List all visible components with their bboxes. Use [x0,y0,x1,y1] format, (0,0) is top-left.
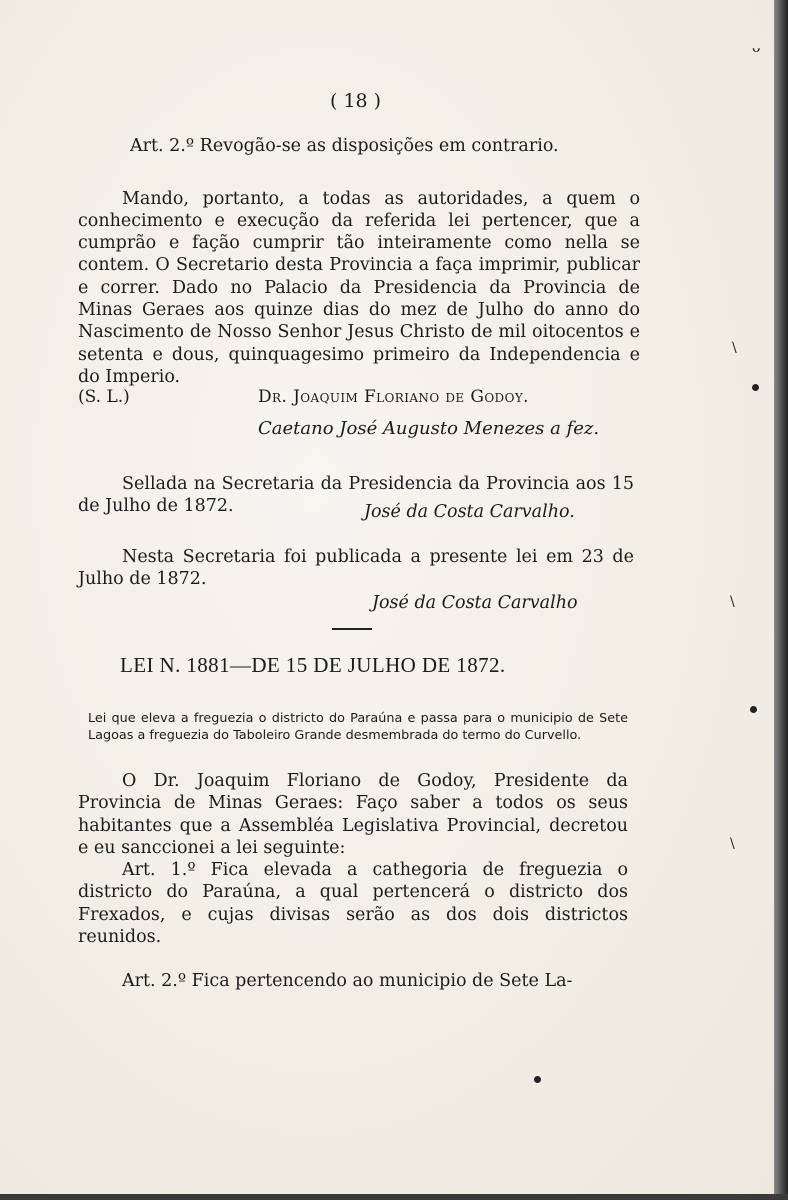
secretary-signatory: Caetano José Augusto Menezes a fez. [258,418,600,439]
signature-costa-carvalho-2: José da Costa Carvalho [372,593,578,613]
margin-mark: \ [732,340,737,356]
mando-paragraph: Mando, portanto, a todas as autoridades, a quem o conhecimento e execução da referida lei pertencer, que a cumprão e fação cumprir tão inteiramente como nella se contem. O Secretario desta Provincia a faça imprimir, publicar e correr. Dado no Palacio da Presidencia da Provincia de Minas Geraes aos quinze dias do mez de Julho do anno do Nascimento de Nosso Senhor Jesus Christo de mil oitocentos e setenta e dous, quinquagesimo primeiro da Independencia e do Imperio. [78,188,640,387]
article-2-partial: Art. 2.º Fica pertencendo ao municipio de Sete La- [122,971,573,991]
margin-dot [534,1076,541,1083]
president-signatory: Dr. Joaquim Floriano de Godoy. [258,387,529,407]
law-title: LEI N. 1881—DE 15 DE JULHO DE 1872. [120,653,506,677]
sellada-paragraph: Sellada na Secretaria da Presidencia da Provincia aos 15 de Julho de 1872. [78,473,634,516]
decree-body [78,770,628,948]
article-2-revocation: Art. 2.º Revogão-se as disposições em contrario. [130,136,559,156]
margin-dot [750,706,757,713]
decree-intro: O Dr. Joaquim Floriano de Godoy, Presidente da Provincia de Minas Geraes: Faço saber a todos os seus habitantes que a Assembléa Legislativa Provincial, decretou e eu sanccionei a lei seguinte: [78,771,628,858]
article-1: Art. 1.º Fica elevada a cathegoria de freguezia o districto do Paraúna, a qual pertencerá o districto dos Frexados, e cujas divisas serão as dos dois districtos reunidos. [78,860,628,948]
page-edge-shadow [774,0,788,1200]
margin-mark: \ [730,594,735,610]
signature-costa-carvalho-1: José da Costa Carvalho. [364,502,575,522]
page-number: ( 18 ) [330,90,382,112]
page-edge-bottom [0,1194,788,1200]
section-divider [332,628,372,630]
margin-dot [752,384,759,391]
law-summary: Lei que eleva a freguezia o districto do Paraúna e passa para o municipio de Sete Lagoas a freguezia do Taboleiro Grande desmembrada do termo do Curvello. [88,710,628,743]
nesta-paragraph: Nesta Secretaria foi publicada a presente lei em 23 de Julho de 1872. [78,546,634,589]
margin-mark-top: ᴗ [752,40,761,56]
seal-mark: (S. L.) [78,387,130,407]
margin-mark: \ [730,836,735,852]
